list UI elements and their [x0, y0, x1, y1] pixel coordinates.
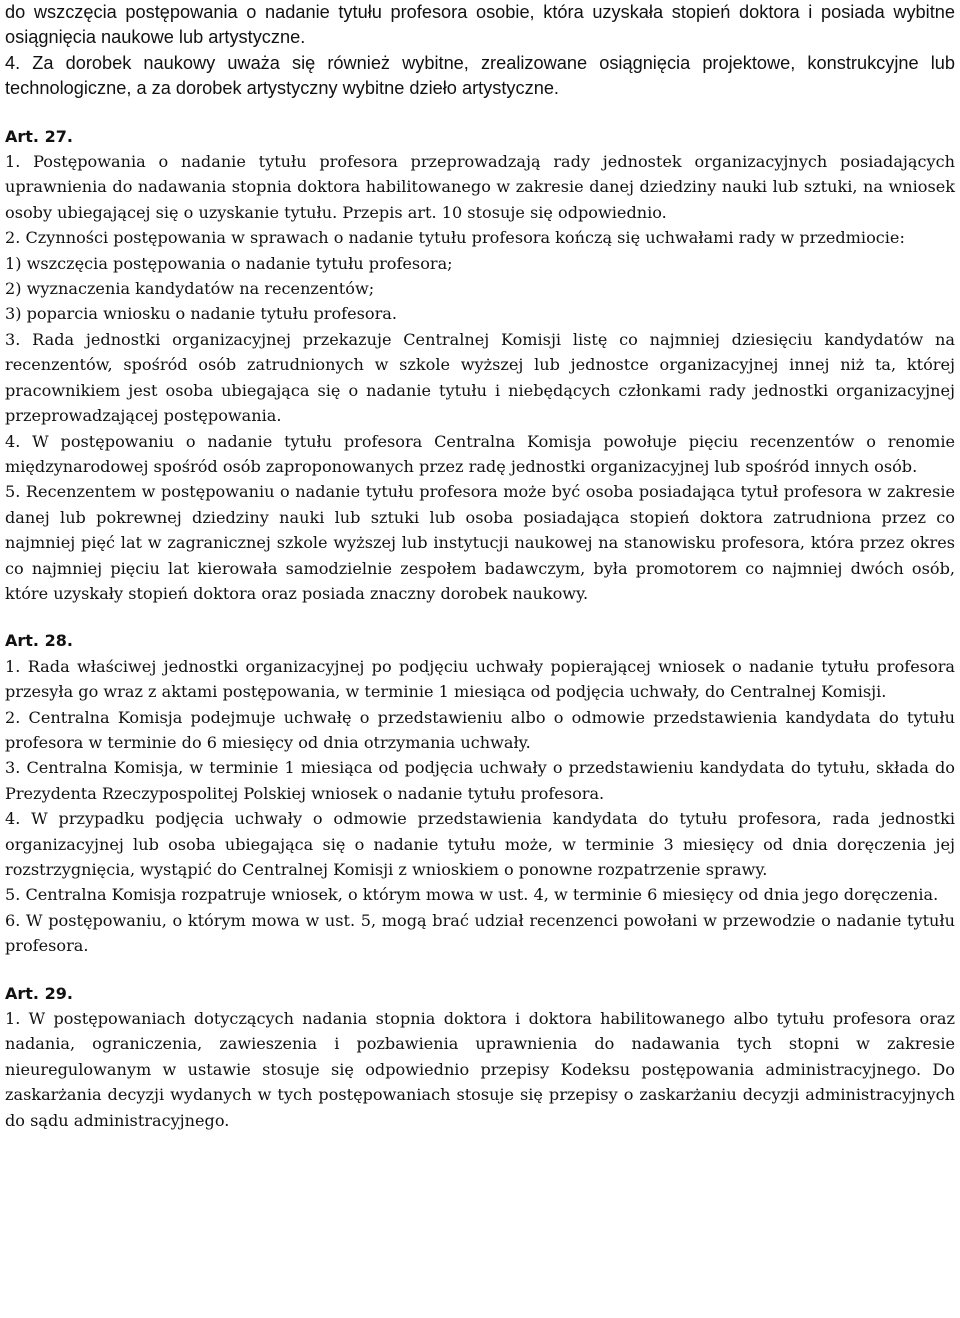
intro-block — [5, 0, 955, 102]
art28-paragraph-4: 4. W przypadku podjęcia uchwały o odmowie przedstawienia kandydata do tytułu profesora, rada jednostki organizacyjnej lub osoba ubiegająca się o nadanie tytułu może, w terminie 3 miesięcy od dnia doręczenia jej rozstrzygnięcia, wystąpić do Centralnej Komisji z wnioskiem o ponowne rozpatrzenie sprawy. — [5, 809, 955, 879]
art27-list-item-1: 1) wszczęcia postępowania o nadanie tytułu profesora; — [5, 253, 453, 273]
intro-paragraph-1: do wszczęcia postępowania o nadanie tytułu profesora osobie, która uzyskała stopień doktora i posiada wybitne osiągnięcia naukowe lub artystyczne. — [5, 2, 955, 48]
art28-paragraph-6: 6. W postępowaniu, o którym mowa w ust. 5, mogą brać udział recenzenci powołani w przewodzie o nadanie tytułu profesora. — [5, 910, 955, 956]
art29-paragraph-1: 1. W postępowaniach dotyczących nadania stopnia doktora i doktora habilitowanego albo tytułu profesora oraz nadania, ograniczenia, zawieszenia i pozbawienia uprawnienia do nadawania tych stopni w zakresie nieuregulowanym w ustawie stosuje się odpowiednio przepisy Kodeksu postępowania administracyjnego. Do zaskarżania decyzji wydanych w tych postępowaniach stosuje się przepisy o zaskarżaniu decyzji administracyjnych do sądu administracyjnego. — [5, 1009, 955, 1130]
art28-paragraph-1: 1. Rada właściwej jednostki organizacyjnej po podjęciu uchwały popierającej wniosek o nadanie tytułu profesora przesyła go wraz z aktami postępowania, w terminie 1 miesiąca od podjęcia uchwały, do Centralnej Komisji. — [5, 656, 955, 702]
article-28-heading: Art. 28. — [5, 631, 73, 651]
art27-paragraph-5: 5. Recenzentem w postępowaniu o nadanie tytułu profesora może być osoba posiadająca tytuł profesora w zakresie danej lub pokrewnej dziedziny nauki lub sztuki lub osoba posiadająca stopień doktora zatrudniona przez co najmniej pięć lat w zagranicznej szkole wyższej lub instytucji naukowej na stanowisku profesora, która przez okres co najmniej pięciu lat kierowała samodzielnie zespołem badawczym, była promotorem co najmniej dwóch osób, które uzyskały stopień doktora oraz posiada znaczny dorobek naukowy. — [5, 482, 955, 603]
intro-paragraph-2: 4. Za dorobek naukowy uważa się również wybitne, zrealizowane osiągnięcia projektowe, konstrukcyjne lub technologiczne, a za dorobek artystyczny wybitne dzieło artystyczne. — [5, 52, 955, 99]
art27-paragraph-3: 3. Rada jednostki organizacyjnej przekazuje Centralnej Komisji listę co najmniej dziesięciu kandydatów na recenzentów, spośród osób zatrudnionych w szkole wyższej lub jednostce organizacyjnej innej niż ta, której pracownikiem jest osoba ubiegająca się o nadanie tytułu i niebędących członkami rady jednostki organizacyjnej przeprowadzającej postępowania. — [5, 329, 955, 426]
art27-paragraph-4: 4. W postępowaniu o nadanie tytułu profesora Centralna Komisja powołuje pięciu recenzentów o renomie międzynarodowej spośród osób zaproponowanych przez radę jednostki organizacyjnej lub spośród innych osób. — [5, 431, 955, 476]
article-29-heading: Art. 29. — [5, 983, 73, 1003]
art27-list-item-3: 3) poparcia wniosku o nadanie tytułu profesora. — [5, 304, 397, 324]
document-page — [5, 0, 955, 1133]
art27-list-item-2: 2) wyznaczenia kandydatów na recenzentów; — [5, 279, 375, 299]
article-27-heading: Art. 27. — [5, 126, 73, 146]
art28-paragraph-3: 3. Centralna Komisja, w terminie 1 miesiąca od podjęcia uchwały o przedstawieniu kandydata do tytułu, składa do Prezydenta Rzeczypospolitej Polskiej wniosek o nadanie tytułu profesora. — [5, 758, 955, 803]
art28-paragraph-2: 2. Centralna Komisja podejmuje uchwałę o przedstawieniu albo o odmowie przedstawienia kandydata do tytułu profesora w terminie do 6 miesięcy od dnia otrzymania uchwały. — [5, 707, 955, 752]
art27-paragraph-1: 1. Postępowania o nadanie tytułu profesora przeprowadzają rady jednostek organizacyjnych posiadających uprawnienia do nadawania stopnia doktora habilitowanego w zakresie danej dziedziny nauki lub sztuki, na wniosek osoby ubiegającej się o uzyskanie tytułu. Przepis art. 10 stosuje się odpowiednio. — [5, 152, 955, 222]
art28-paragraph-5: 5. Centralna Komisja rozpatruje wniosek, o którym mowa w ust. 4, w terminie 6 miesięcy od dnia jego doręczenia. — [5, 885, 939, 905]
art27-paragraph-2: 2. Czynności postępowania w sprawach o nadanie tytułu profesora kończą się uchwałami rady w przedmiocie: — [5, 228, 905, 248]
